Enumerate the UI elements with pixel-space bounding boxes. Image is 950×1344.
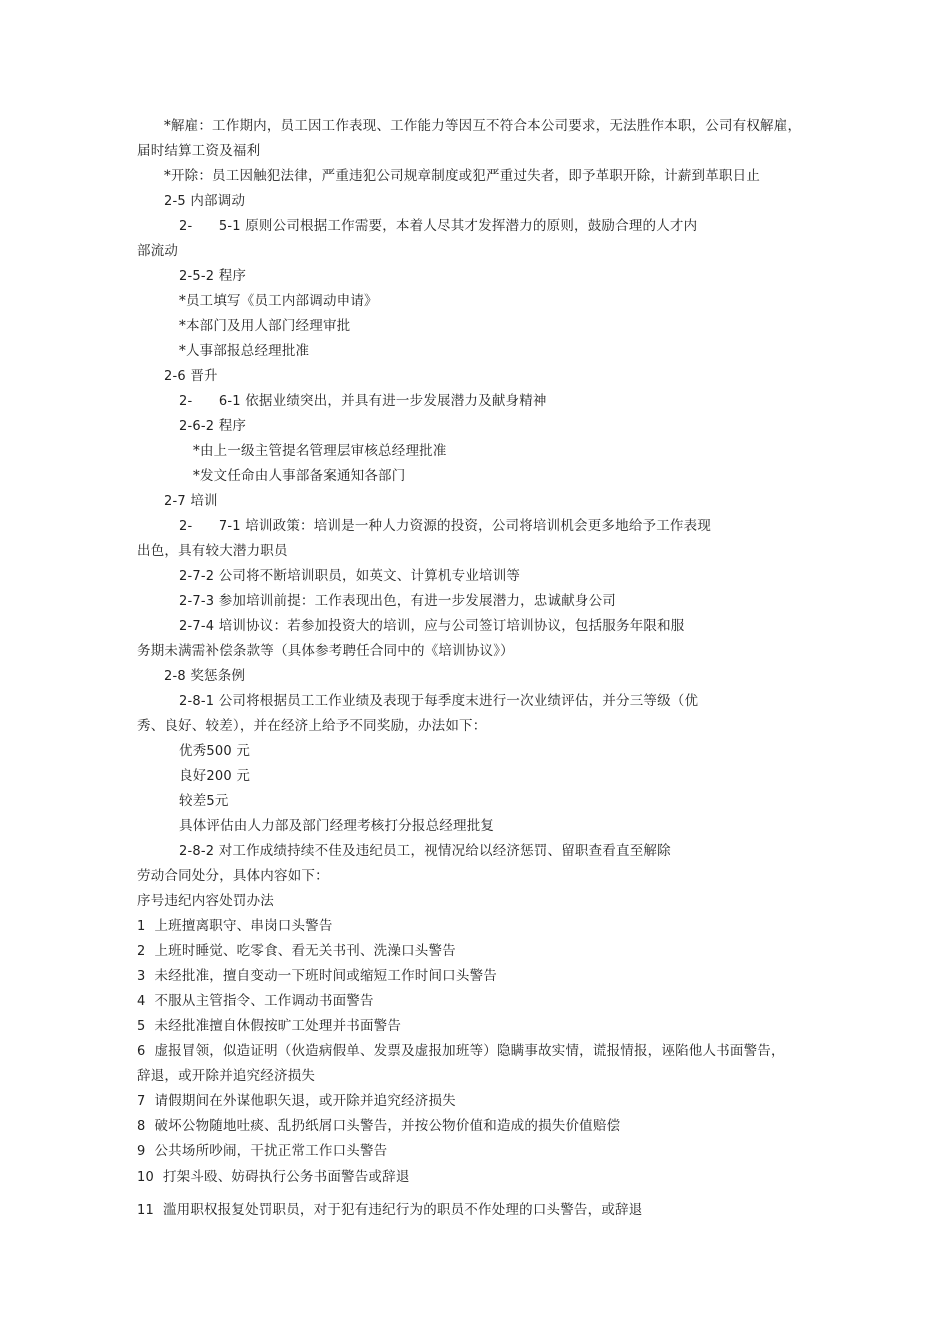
- procedure-item: *员工填写《员工内部调动申请》: [179, 293, 378, 309]
- clause-number-suffix: 5-1: [218, 219, 241, 234]
- section-number: 2-5: [164, 194, 186, 209]
- rule-number: 11: [137, 1203, 154, 1218]
- clause-text: 公司将不断培训职员，如英文、计算机专业培训等: [218, 568, 521, 584]
- rule-number: 10: [137, 1170, 154, 1185]
- clause-text: 对工作成绩持续不佳及违纪员工，视情况给以经济惩罚、留职查看直至解除: [218, 843, 671, 859]
- procedure-item: *由上一级主管提名管理层审核总经理批准: [193, 443, 447, 459]
- clause-text: 培训协议：若参加投资大的培训，应与公司签订培训协议，包括服务年限和服: [218, 618, 685, 634]
- penalty-rule-cont: 辞退，或开除并追究经济损失: [137, 1068, 316, 1084]
- reward-poor: [179, 791, 229, 812]
- rule-number: 3: [137, 969, 146, 984]
- clause-2-5-1: [179, 216, 697, 237]
- penalty-rule: [137, 991, 374, 1012]
- rule-text: 破坏公物随地吐痰、乱扔纸屑口头警告，并按公物价值和造成的损失价值赔偿: [154, 1118, 621, 1134]
- rule-text: 虚报冒领，似造证明（伙造病假单、发票及虚报加班等）隐瞒事故实情，谎报情报，诬陷他人书面警告，: [154, 1043, 785, 1059]
- expel-line: *开除：员工因触犯法律，严重违犯公司规章制度或犯严重过失者，即予革职开除，计薪到革职日止: [164, 168, 761, 184]
- reward-good: [179, 766, 250, 787]
- section-title: 培训: [190, 493, 218, 509]
- penalty-table-header: 序号违纪内容处罚办法: [137, 893, 274, 909]
- rule-text: 滥用职权报复处罚职员，对于犯有违纪行为的职员不作处理的口头警告，或辞退: [162, 1202, 643, 1218]
- clause-number-prefix: 2-: [179, 219, 193, 234]
- procedure-item: *本部门及用人部门经理审批: [179, 318, 351, 334]
- clause-2-7-4: [179, 616, 685, 637]
- rule-number: 5: [137, 1019, 146, 1034]
- clause-title: 程序: [218, 418, 247, 434]
- reward-amount: 500: [206, 744, 232, 759]
- procedure-item: *人事部报总经理批准: [179, 343, 310, 359]
- section-2-6-heading: [164, 366, 218, 387]
- penalty-rule: [137, 966, 497, 987]
- clause-2-8-1-cont: 秀、良好、较差），并在经济上给予不同奖励，办法如下：: [137, 718, 487, 734]
- clause-2-7-3: [179, 591, 616, 612]
- clause-number-prefix: 2-: [179, 394, 193, 409]
- rule-number: 7: [137, 1094, 146, 1109]
- clause-2-5-1-cont: 部流动: [137, 243, 179, 259]
- clause-number: 2-8-1: [179, 694, 215, 709]
- rule-text: 未经批准，擅自变动一下班时间或缩短工作时间口头警告: [154, 968, 497, 984]
- reward-label: 优秀: [179, 743, 207, 759]
- clause-2-7-2: [179, 566, 520, 587]
- penalty-rule: [137, 941, 456, 962]
- penalty-rule: [137, 1141, 387, 1162]
- clause-2-7-1: [179, 516, 711, 537]
- reward-unit: 元: [236, 768, 251, 784]
- section-number: 2-6: [164, 369, 186, 384]
- penalty-rule: [137, 1200, 642, 1221]
- penalty-rule: [137, 1041, 785, 1062]
- rule-text: 公共场所吵闹，干扰正常工作口头警告: [154, 1143, 388, 1159]
- clause-number: 2-8-2: [179, 844, 215, 859]
- rule-number: 9: [137, 1144, 146, 1159]
- clause-2-6-2-heading: [179, 416, 246, 437]
- clause-2-5-2-heading: [179, 266, 246, 287]
- section-2-5-heading: [164, 191, 245, 212]
- dismiss-line-2: 届时结算工资及福利: [137, 143, 261, 159]
- section-number: 2-7: [164, 494, 186, 509]
- reward-excellent: [179, 741, 250, 762]
- section-title: 晋升: [190, 368, 218, 384]
- clause-title: 程序: [218, 268, 247, 284]
- rule-number: 2: [137, 944, 146, 959]
- clause-2-7-1-cont: 出色，具有较大潜力职员: [137, 543, 288, 559]
- reward-unit: 元: [236, 743, 251, 759]
- clause-text: 公司将根据员工工作业绩及表现于每季度末进行一次业绩评估，并分三等级（优: [218, 693, 699, 709]
- procedure-item: *发文任命由人事部备案通知各部门: [193, 468, 406, 484]
- clause-2-7-4-cont: 务期未满需补偿条款等（具体参考聘任合同中的《培训协议》）: [137, 643, 514, 659]
- rule-number: 4: [137, 994, 146, 1009]
- penalty-rule: [137, 1167, 410, 1188]
- dismiss-line-1: *解雇：工作期内，员工因工作表现、工作能力等因互不符合本公司要求，无法胜作本职，公司有权解雇，: [164, 118, 802, 134]
- penalty-rule: [137, 1116, 620, 1137]
- reward-amount: 5: [206, 794, 215, 809]
- penalty-rule: [137, 1091, 456, 1112]
- evaluation-note: 具体评估由人力部及部门经理考核打分报总经理批复: [179, 818, 495, 834]
- clause-2-8-2: [179, 841, 671, 862]
- clause-number: 2-5-2: [179, 269, 215, 284]
- rule-number: 8: [137, 1119, 146, 1134]
- rule-text: 不服从主管指令、工作调动书面警告: [154, 993, 374, 1009]
- rule-text: 未经批准擅自休假按旷工处理并书面警告: [154, 1018, 402, 1034]
- rule-text: 打架斗殴、妨碍执行公务书面警告或辞退: [162, 1169, 410, 1185]
- clause-2-8-2-cont: 劳动合同处分，具体内容如下：: [137, 868, 329, 884]
- rule-text: 上班时睡觉、吃零食、看无关书刊、洗澡口头警告: [154, 943, 456, 959]
- clause-2-6-1: [179, 391, 547, 412]
- clause-text: 培训政策：培训是一种人力资源的投资，公司将培训机会更多地给予工作表现: [245, 518, 712, 534]
- clause-number-suffix: 7-1: [218, 519, 241, 534]
- section-2-8-heading: [164, 666, 245, 687]
- rule-text: 请假期间在外谋他职矢退，或开除并追究经济损失: [154, 1093, 456, 1109]
- section-number: 2-8: [164, 669, 186, 684]
- section-2-7-heading: [164, 491, 218, 512]
- clause-text: 原则公司根据工作需要，本着人尽其才发挥潜力的原则，鼓励合理的人才内: [245, 218, 698, 234]
- penalty-rule: [137, 1016, 401, 1037]
- clause-number: 2-7-3: [179, 594, 215, 609]
- clause-number-prefix: 2-: [179, 519, 193, 534]
- rule-text: 上班擅离职守、串岗口头警告: [154, 918, 333, 934]
- reward-label: 良好: [179, 768, 207, 784]
- clause-number: 2-6-2: [179, 419, 215, 434]
- clause-text: 依据业绩突出，并具有进一步发展潜力及献身精神: [245, 393, 547, 409]
- section-title: 奖惩条例: [190, 668, 246, 684]
- clause-2-8-1: [179, 691, 698, 712]
- rule-number: 1: [137, 919, 146, 934]
- section-title: 内部调动: [190, 193, 246, 209]
- reward-label: 较差: [179, 793, 207, 809]
- clause-number: 2-7-2: [179, 569, 215, 584]
- clause-number: 2-7-4: [179, 619, 215, 634]
- clause-number-suffix: 6-1: [218, 394, 241, 409]
- clause-text: 参加培训前提：工作表现出色，有进一步发展潜力，忠诚献身公司: [218, 593, 617, 609]
- reward-amount: 200: [206, 769, 232, 784]
- reward-unit: 元: [214, 793, 229, 809]
- rule-number: 6: [137, 1044, 146, 1059]
- penalty-rule: [137, 916, 333, 937]
